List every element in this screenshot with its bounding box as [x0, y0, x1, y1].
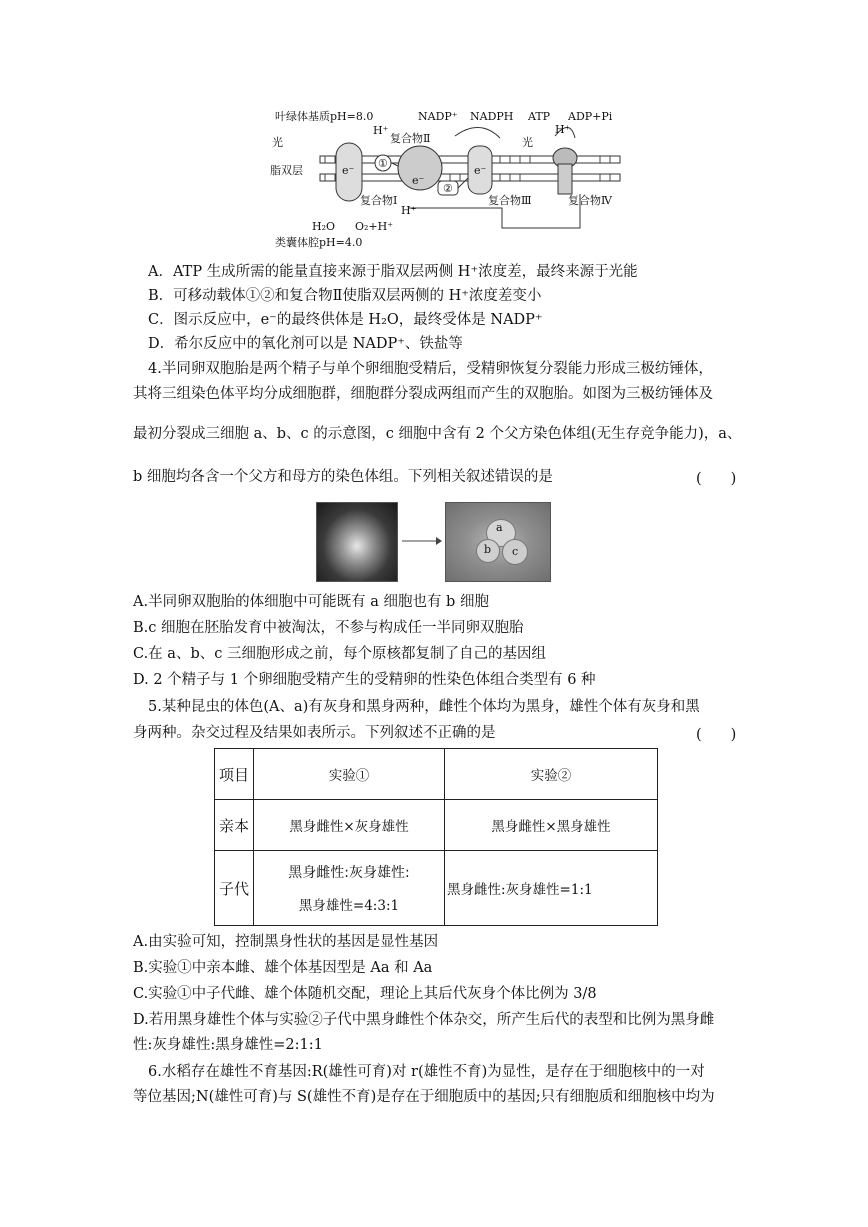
adp-label: ADP+Pi — [568, 110, 613, 123]
complex3-label: 复合物Ⅲ — [488, 194, 532, 207]
e-label-1: e⁻ — [342, 164, 355, 177]
carrier1-label: ① — [378, 157, 388, 170]
table-cell-exp1-parents: 黑身雌性×灰身雄性 — [254, 800, 445, 851]
q5-option-d: D.若用黑身雄性个体与实验②子代中黑身雌性个体杂交，所产生后代的表型和比例为黑身雌 — [133, 1012, 715, 1028]
atp-label: ATP — [528, 110, 551, 123]
q5-option-a: A.由实验可知，控制黑身性状的基因是显性基因 — [133, 934, 439, 950]
q5-line-2: 身两种。杂交过程及结果如表所示。下列叙述不正确的是 — [133, 725, 496, 741]
q4-line-1: 4.半同卵双胞胎是两个精子与单个卵细胞受精后，受精卵恢复分裂能力形成三极纺锤体， — [148, 361, 713, 377]
q5-option-d-cont: 性:灰身雄性:黑身雄性=2:1:1 — [133, 1037, 323, 1053]
offspring-ratio-line-2: 黑身雄性=4:3:1 — [298, 898, 400, 914]
q6-line-1: 6.水稻存在雄性不育基因:R(雄性可育)对 r(雄性不育)为显性，是存在于细胞核中的一对 — [148, 1064, 705, 1080]
carrier2-label: ② — [443, 182, 453, 195]
thylakoid-diagram — [270, 108, 630, 253]
q3-option-b: B．可移动载体①②和复合物Ⅱ使脂双层两侧的 H⁺浓度差变小 — [148, 288, 542, 304]
experiment-table — [214, 748, 658, 926]
table-cell-exp1-offspring — [254, 851, 445, 926]
complex1-label: 复合物Ⅰ — [360, 194, 398, 207]
table-header-item: 项目 — [215, 749, 254, 800]
membrane-label: 脂双层 — [270, 164, 303, 177]
lumen-label: 类囊体腔pH=4.0 — [275, 236, 363, 249]
nadph-label: NADPH — [470, 110, 514, 123]
complex2-label: 复合物Ⅱ — [390, 132, 431, 145]
table-row-parents-label: 亲本 — [215, 800, 254, 851]
three-cell-photo — [445, 502, 551, 582]
h-top-label: H⁺ — [373, 124, 389, 137]
q5-option-b: B.实验①中亲本雌、雄个体基因型是 Aa 和 Aa — [133, 960, 433, 976]
q4-line-3: 最初分裂成三细胞 a、b、c 的示意图，c 细胞中含有 2 个父方染色体组(无生存竞争能力)，a、 — [133, 426, 742, 442]
q3-option-c: C．图示反应中，e⁻的最终供体是 H₂O，最终受体是 NADP⁺ — [148, 312, 543, 328]
q6-line-2: 等位基因;N(雄性可育)与 S(雄性不育)是存在于细胞质中的基因;只有细胞质和细胞核中均为 — [133, 1089, 715, 1105]
spindle-photo — [316, 502, 398, 582]
q4-option-b: B.c 细胞在胚胎发育中被淘汰，不参与构成任一半同卵双胞胎 — [133, 620, 524, 636]
e-label-2: e⁻ — [412, 174, 425, 187]
table-cell-exp2-parents: 黑身雌性×黑身雄性 — [445, 800, 658, 851]
nadp-label: NADP⁺ — [418, 110, 458, 123]
q4-line-2: 其将三组染色体平均分成细胞群，细胞群分裂成两组而产生的双胞胎。如图为三极纺锤体及 — [133, 386, 713, 402]
e-label-3: e⁻ — [474, 164, 487, 177]
o2-label: O₂+H⁺ — [355, 220, 394, 233]
q4-answer-paren: ( ) — [696, 471, 737, 487]
light-label-1: 光 — [272, 136, 283, 149]
cell-b-label: b — [484, 543, 492, 556]
light-label-2: 光 — [522, 136, 533, 149]
complex4-label: 复合物Ⅳ — [568, 194, 612, 207]
q3-option-d: D．希尔反应中的氧化剂可以是 NADP⁺、铁盐等 — [148, 336, 463, 352]
table-header-exp1: 实验① — [254, 749, 445, 800]
h2o-label: H₂O — [312, 220, 336, 233]
table-cell-exp2-offspring: 黑身雌性:灰身雄性=1:1 — [445, 851, 658, 926]
q5-answer-paren: ( ) — [696, 727, 737, 743]
offspring-ratio-line-1: 黑身雌性:灰身雄性: — [288, 865, 410, 881]
q4-option-a: A.半同卵双胞胎的体细胞中可能既有 a 细胞也有 b 细胞 — [133, 594, 489, 610]
table-row-offspring-label: 子代 — [215, 851, 254, 926]
table-header-exp2: 实验② — [445, 749, 658, 800]
stroma-label: 叶绿体基质pH=8.0 — [275, 110, 374, 123]
h-top2-label: H⁺ — [555, 123, 571, 136]
cell-a-label: a — [496, 521, 503, 534]
q4-option-d: D. 2 个精子与 1 个卵细胞受精产生的受精卵的性染色体组合类型有 6 种 — [133, 672, 596, 688]
q4-option-c: C.在 a、b、c 三细胞形成之前，每个原核都复制了自己的基因组 — [133, 646, 546, 662]
cell-c-label: c — [512, 545, 519, 558]
q5-option-c: C.实验①中子代雌、雄个体随机交配，理论上其后代灰身个体比例为 3/8 — [133, 986, 597, 1002]
h-bottom-label: H⁺ — [401, 204, 417, 217]
q5-line-1: 5.某种昆虫的体色(A、a)有灰身和黑身两种，雌性个体均为黑身，雄性个体有灰身和黑 — [148, 699, 700, 715]
q3-option-a: A．ATP 生成所需的能量直接来源于脂双层两侧 H⁺浓度差，最终来源于光能 — [148, 264, 638, 280]
q4-line-4: b 细胞均各含一个父方和母方的染色体组。下列相关叙述错误的是 — [133, 469, 553, 485]
arrow-icon — [402, 536, 442, 546]
